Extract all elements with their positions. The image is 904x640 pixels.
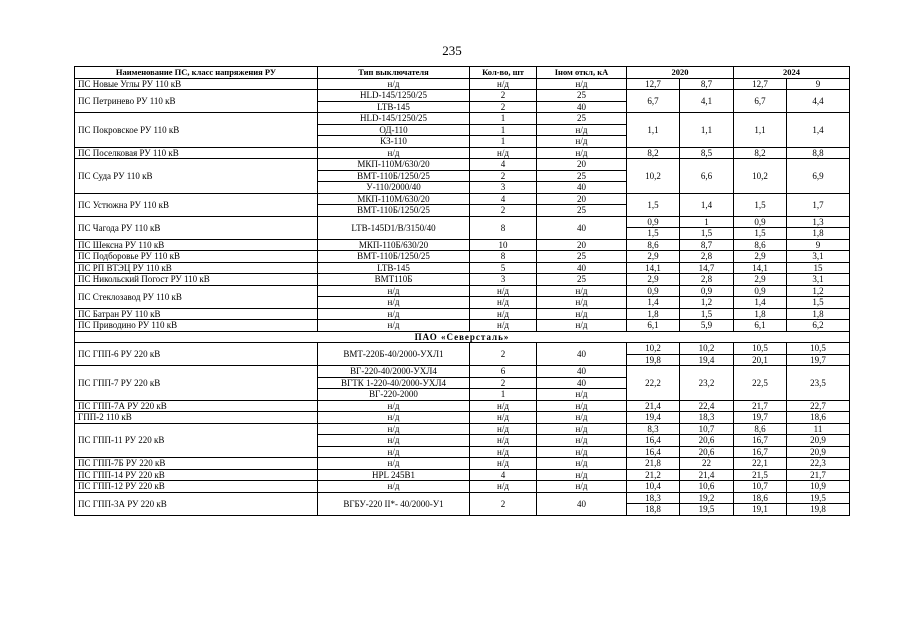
value-2024-a: 10,5 <box>734 343 787 355</box>
inom-cell: 25 <box>537 251 627 263</box>
inom-cell: 40 <box>537 366 627 378</box>
substation-name: ПС Стеклозавод РУ 110 кВ <box>75 285 318 308</box>
value-2020-b: 1,5 <box>680 228 734 240</box>
value-2020-b: 10,6 <box>680 481 734 493</box>
value-2020-b: 8,7 <box>680 239 734 251</box>
breaker-type-cell: ВГ-220-2000 <box>318 389 470 401</box>
value-2024-a: 1,4 <box>734 297 787 309</box>
value-2020-a: 8,2 <box>627 147 680 159</box>
count-cell: 4 <box>470 469 537 481</box>
value-2024-b: 18,6 <box>787 412 850 424</box>
count-cell: н/д <box>470 412 537 424</box>
inom-cell: н/д <box>537 481 627 493</box>
count-cell: 5 <box>470 262 537 274</box>
breaker-type-cell: ВГ-220-40/2000-УХЛ4 <box>318 366 470 378</box>
table-row <box>75 262 850 274</box>
value-2024-b: 20,9 <box>787 435 850 447</box>
table-row <box>75 458 850 470</box>
inom-cell: н/д <box>537 412 627 424</box>
inom-cell: н/д <box>537 435 627 447</box>
value-2024-b: 4,4 <box>787 90 850 113</box>
substation-name: ПС Шексна РУ 110 кВ <box>75 239 318 251</box>
value-2024-a: 1,1 <box>734 113 787 148</box>
inom-cell: н/д <box>537 458 627 470</box>
value-2024-a: 8,2 <box>734 147 787 159</box>
breaker-type-cell: ОД-110 <box>318 124 470 136</box>
count-cell: 2 <box>470 101 537 113</box>
value-2020-a: 12,7 <box>627 78 680 90</box>
substation-name: ПС Подборовье РУ 110 кВ <box>75 251 318 263</box>
substation-name: ПС ГПП-7А РУ 220 кВ <box>75 400 318 412</box>
breaker-type-cell: н/д <box>318 435 470 447</box>
value-2024-a: 0,9 <box>734 285 787 297</box>
inom-cell: н/д <box>537 285 627 297</box>
value-2024-a: 21,5 <box>734 469 787 481</box>
inom-cell: 25 <box>537 205 627 217</box>
inom-cell: 40 <box>537 101 627 113</box>
value-2024-b: 19,8 <box>787 504 850 516</box>
inom-cell: 25 <box>537 170 627 182</box>
value-2020-b: 8,5 <box>680 147 734 159</box>
value-2020-a: 19,4 <box>627 412 680 424</box>
count-cell: 4 <box>470 193 537 205</box>
count-cell: н/д <box>470 481 537 493</box>
count-cell: н/д <box>470 458 537 470</box>
inom-cell: 20 <box>537 159 627 171</box>
value-2020-a: 6,7 <box>627 90 680 113</box>
value-2020-a: 1,5 <box>627 193 680 216</box>
section-row <box>75 331 850 343</box>
substation-name: ПС ГПП-11 РУ 220 кВ <box>75 423 318 458</box>
inom-cell: 20 <box>537 239 627 251</box>
table-row <box>75 285 850 297</box>
table-row <box>75 423 850 435</box>
table-row <box>75 113 850 125</box>
value-2024-b: 3,1 <box>787 251 850 263</box>
value-2020-b: 21,4 <box>680 469 734 481</box>
value-2024-a: 2,9 <box>734 251 787 263</box>
breaker-type-cell: н/д <box>318 78 470 90</box>
count-cell: 2 <box>470 492 537 515</box>
value-2020-b: 8,7 <box>680 78 734 90</box>
value-2024-a: 2,9 <box>734 274 787 286</box>
table-row <box>75 274 850 286</box>
substation-name: ПС ГПП-12 РУ 220 кВ <box>75 481 318 493</box>
substation-name: ПС ГПП-14 РУ 220 кВ <box>75 469 318 481</box>
substation-name: ПС Никольский Погост РУ 110 кВ <box>75 274 318 286</box>
count-cell: 1 <box>470 389 537 401</box>
value-2020-a: 6,1 <box>627 320 680 332</box>
count-cell: н/д <box>470 320 537 332</box>
substation-name: ПС Петринево РУ 110 кВ <box>75 90 318 113</box>
count-cell: н/д <box>470 435 537 447</box>
value-2024-a: 8,6 <box>734 239 787 251</box>
value-2024-b: 23,5 <box>787 366 850 401</box>
value-2024-b: 11 <box>787 423 850 435</box>
value-2020-a: 0,9 <box>627 216 680 228</box>
value-2024-a: 18,6 <box>734 492 787 504</box>
header-year-2024: 2024 <box>734 67 850 79</box>
breaker-type-cell: ВМТ-110Б/1250/25 <box>318 251 470 263</box>
value-2020-a: 0,9 <box>627 285 680 297</box>
value-2024-a: 6,1 <box>734 320 787 332</box>
value-2020-a: 14,1 <box>627 262 680 274</box>
count-cell: н/д <box>470 308 537 320</box>
value-2020-a: 10,2 <box>627 343 680 355</box>
breaker-type-cell: КЗ-110 <box>318 136 470 148</box>
count-cell: 1 <box>470 124 537 136</box>
substation-name: ПС Покровское РУ 110 кВ <box>75 113 318 148</box>
substation-name: ПС Устюжна РУ 110 кВ <box>75 193 318 216</box>
substation-name: ПС ГПП-3А РУ 220 кВ <box>75 492 318 515</box>
breaker-type-cell: ВМТ-110Б/1250/25 <box>318 170 470 182</box>
breaker-type-cell: МКП-110М/630/20 <box>318 159 470 171</box>
substation-name: ПС Новые Углы РУ 110 кВ <box>75 78 318 90</box>
value-2020-a: 16,4 <box>627 435 680 447</box>
value-2024-b: 1,8 <box>787 228 850 240</box>
count-cell: 3 <box>470 182 537 194</box>
value-2020-b: 1,1 <box>680 113 734 148</box>
breaker-type-cell: н/д <box>318 308 470 320</box>
inom-cell: н/д <box>537 78 627 90</box>
table-row <box>75 90 850 102</box>
substation-name: ПС Поселковая РУ 110 кВ <box>75 147 318 159</box>
header-breaker-type: Тип выключателя <box>318 67 470 79</box>
value-2020-a: 22,2 <box>627 366 680 401</box>
value-2024-b: 1,3 <box>787 216 850 228</box>
breaker-type-cell: HLD-145/1250/25 <box>318 90 470 102</box>
value-2020-a: 1,5 <box>627 228 680 240</box>
value-2024-a: 22,1 <box>734 458 787 470</box>
inom-cell: н/д <box>537 423 627 435</box>
inom-cell: н/д <box>537 389 627 401</box>
value-2024-b: 22,3 <box>787 458 850 470</box>
breaker-type-cell: н/д <box>318 412 470 424</box>
value-2020-a: 18,8 <box>627 504 680 516</box>
inom-cell: 25 <box>537 90 627 102</box>
value-2024-b: 1,4 <box>787 113 850 148</box>
value-2020-b: 20,6 <box>680 435 734 447</box>
breaker-type-cell: н/д <box>318 400 470 412</box>
substation-name: ПС ГПП-6 РУ 220 кВ <box>75 343 318 366</box>
inom-cell: 40 <box>537 216 627 239</box>
inom-cell: 40 <box>537 492 627 515</box>
count-cell: 2 <box>470 90 537 102</box>
value-2020-b: 10,2 <box>680 343 734 355</box>
inom-cell: 25 <box>537 274 627 286</box>
substation-name: ПС Батран РУ 110 кВ <box>75 308 318 320</box>
value-2020-a: 18,3 <box>627 492 680 504</box>
count-cell: 2 <box>470 170 537 182</box>
table-row <box>75 78 850 90</box>
count-cell: 2 <box>470 205 537 217</box>
table-row <box>75 343 850 355</box>
value-2020-b: 2,8 <box>680 251 734 263</box>
substation-name: ПС Приводино РУ 110 кВ <box>75 320 318 332</box>
value-2024-a: 8,6 <box>734 423 787 435</box>
value-2024-b: 1,2 <box>787 285 850 297</box>
value-2024-b: 8,8 <box>787 147 850 159</box>
value-2020-b: 1,2 <box>680 297 734 309</box>
inom-cell: н/д <box>537 469 627 481</box>
inom-cell: н/д <box>537 147 627 159</box>
value-2020-b: 0,9 <box>680 285 734 297</box>
value-2024-b: 9 <box>787 239 850 251</box>
value-2020-b: 10,7 <box>680 423 734 435</box>
value-2024-a: 22,5 <box>734 366 787 401</box>
value-2024-b: 20,9 <box>787 446 850 458</box>
breaker-type-cell: ВМТ-220Б-40/2000-УХЛ1 <box>318 343 470 366</box>
value-2020-a: 10,4 <box>627 481 680 493</box>
inom-cell: 25 <box>537 113 627 125</box>
value-2020-a: 16,4 <box>627 446 680 458</box>
breaker-type-cell: HPL 245B1 <box>318 469 470 481</box>
value-2024-a: 10,7 <box>734 481 787 493</box>
value-2020-a: 2,9 <box>627 251 680 263</box>
value-2020-a: 1,8 <box>627 308 680 320</box>
count-cell: н/д <box>470 147 537 159</box>
value-2020-b: 19,5 <box>680 504 734 516</box>
substation-name: ПС ГПП-7 РУ 220 кВ <box>75 366 318 401</box>
table-row <box>75 320 850 332</box>
breaker-type-cell: н/д <box>318 446 470 458</box>
breaker-type-cell: У-110/2000/40 <box>318 182 470 194</box>
value-2024-a: 6,7 <box>734 90 787 113</box>
section-title: ПАО «Северсталь» <box>75 331 850 343</box>
inom-cell: н/д <box>537 400 627 412</box>
substation-name: ГПП-2 110 кВ <box>75 412 318 424</box>
value-2024-a: 16,7 <box>734 435 787 447</box>
breaker-type-cell: МКП-110Б/630/20 <box>318 239 470 251</box>
breaker-type-cell: ВМТ-110Б/1250/25 <box>318 205 470 217</box>
value-2020-a: 1,1 <box>627 113 680 148</box>
breaker-type-cell: LTB-145D1/B/3150/40 <box>318 216 470 239</box>
count-cell: н/д <box>470 78 537 90</box>
table-row <box>75 193 850 205</box>
breaker-type-cell: ВМТ110Б <box>318 274 470 286</box>
substation-name: ПС ГПП-7Б РУ 220 кВ <box>75 458 318 470</box>
breaker-type-cell: HLD-145/1250/25 <box>318 113 470 125</box>
value-2024-a: 21,7 <box>734 400 787 412</box>
header-row <box>75 67 850 79</box>
value-2020-a: 10,2 <box>627 159 680 194</box>
value-2020-b: 18,3 <box>680 412 734 424</box>
value-2020-b: 6,6 <box>680 159 734 194</box>
breaker-type-cell: LTB-145 <box>318 262 470 274</box>
header-inom: Iном откл, кА <box>537 67 627 79</box>
count-cell: 10 <box>470 239 537 251</box>
value-2024-b: 3,1 <box>787 274 850 286</box>
header-name: Наименование ПС, класс напряжения РУ <box>75 67 318 79</box>
value-2020-b: 14,7 <box>680 262 734 274</box>
table-body <box>75 78 850 515</box>
substation-name: ПС Суда РУ 110 кВ <box>75 159 318 194</box>
value-2024-b: 10,9 <box>787 481 850 493</box>
value-2020-b: 19,2 <box>680 492 734 504</box>
inom-cell: н/д <box>537 124 627 136</box>
breaker-type-cell: н/д <box>318 458 470 470</box>
inom-cell: н/д <box>537 308 627 320</box>
value-2024-a: 16,7 <box>734 446 787 458</box>
value-2024-b: 6,9 <box>787 159 850 194</box>
table-row <box>75 159 850 171</box>
value-2024-b: 9 <box>787 78 850 90</box>
value-2020-b: 22,4 <box>680 400 734 412</box>
value-2020-a: 21,2 <box>627 469 680 481</box>
page-number: 235 <box>442 43 462 58</box>
value-2020-a: 1,4 <box>627 297 680 309</box>
count-cell: 6 <box>470 366 537 378</box>
inom-cell: 20 <box>537 193 627 205</box>
count-cell: 8 <box>470 216 537 239</box>
table-row <box>75 492 850 504</box>
value-2024-b: 21,7 <box>787 469 850 481</box>
breaker-type-cell: н/д <box>318 147 470 159</box>
value-2020-b: 20,6 <box>680 446 734 458</box>
value-2024-b: 19,5 <box>787 492 850 504</box>
substation-table <box>74 66 850 516</box>
breaker-type-cell: н/д <box>318 320 470 332</box>
value-2024-a: 19,1 <box>734 504 787 516</box>
inom-cell: 40 <box>537 182 627 194</box>
count-cell: н/д <box>470 400 537 412</box>
inom-cell: 40 <box>537 377 627 389</box>
header-year-2020: 2020 <box>627 67 734 79</box>
table-row <box>75 239 850 251</box>
value-2024-a: 1,5 <box>734 193 787 216</box>
value-2024-b: 1,8 <box>787 308 850 320</box>
count-cell: н/д <box>470 423 537 435</box>
value-2024-a: 1,5 <box>734 228 787 240</box>
value-2024-b: 1,7 <box>787 193 850 216</box>
breaker-type-cell: н/д <box>318 285 470 297</box>
value-2020-a: 21,8 <box>627 458 680 470</box>
value-2020-b: 23,2 <box>680 366 734 401</box>
value-2020-b: 1 <box>680 216 734 228</box>
value-2020-a: 8,6 <box>627 239 680 251</box>
breaker-type-cell: МКП-110М/630/20 <box>318 193 470 205</box>
count-cell: 4 <box>470 159 537 171</box>
count-cell: 1 <box>470 113 537 125</box>
table-row <box>75 469 850 481</box>
breaker-type-cell: н/д <box>318 423 470 435</box>
inom-cell: н/д <box>537 446 627 458</box>
value-2020-a: 21,4 <box>627 400 680 412</box>
value-2024-a: 12,7 <box>734 78 787 90</box>
header-count: Кол-во, шт <box>470 67 537 79</box>
table-row <box>75 251 850 263</box>
count-cell: н/д <box>470 285 537 297</box>
count-cell: н/д <box>470 297 537 309</box>
value-2024-a: 20,1 <box>734 354 787 366</box>
substation-name: ПС Чагода РУ 110 кВ <box>75 216 318 239</box>
inom-cell: 40 <box>537 262 627 274</box>
count-cell: 1 <box>470 136 537 148</box>
value-2020-a: 8,3 <box>627 423 680 435</box>
count-cell: 2 <box>470 377 537 389</box>
value-2020-b: 5,9 <box>680 320 734 332</box>
value-2020-a: 2,9 <box>627 274 680 286</box>
inom-cell: н/д <box>537 297 627 309</box>
value-2024-b: 10,5 <box>787 343 850 355</box>
inom-cell: н/д <box>537 320 627 332</box>
value-2020-b: 4,1 <box>680 90 734 113</box>
value-2024-b: 1,5 <box>787 297 850 309</box>
table-row <box>75 400 850 412</box>
value-2020-b: 1,5 <box>680 308 734 320</box>
table-row <box>75 366 850 378</box>
value-2024-a: 1,8 <box>734 308 787 320</box>
value-2020-b: 2,8 <box>680 274 734 286</box>
value-2024-b: 22,7 <box>787 400 850 412</box>
value-2020-b: 19,4 <box>680 354 734 366</box>
inom-cell: н/д <box>537 136 627 148</box>
breaker-type-cell: ВГБУ-220 II*- 40/2000-У1 <box>318 492 470 515</box>
substation-name: ПС РП ВТЭЦ РУ 110 кВ <box>75 262 318 274</box>
breaker-type-cell: ВГТК 1-220-40/2000-УХЛ4 <box>318 377 470 389</box>
table-row <box>75 412 850 424</box>
value-2024-b: 19,7 <box>787 354 850 366</box>
table-row <box>75 216 850 228</box>
value-2024-b: 15 <box>787 262 850 274</box>
breaker-type-cell: LTB-145 <box>318 101 470 113</box>
count-cell: 8 <box>470 251 537 263</box>
breaker-type-cell: н/д <box>318 481 470 493</box>
count-cell: н/д <box>470 446 537 458</box>
value-2020-b: 1,4 <box>680 193 734 216</box>
value-2024-a: 14,1 <box>734 262 787 274</box>
count-cell: 2 <box>470 343 537 366</box>
value-2024-a: 10,2 <box>734 159 787 194</box>
table-row <box>75 481 850 493</box>
value-2020-a: 19,8 <box>627 354 680 366</box>
table-row <box>75 308 850 320</box>
inom-cell: 40 <box>537 343 627 366</box>
value-2024-b: 6,2 <box>787 320 850 332</box>
breaker-type-cell: н/д <box>318 297 470 309</box>
value-2024-a: 0,9 <box>734 216 787 228</box>
table-row <box>75 147 850 159</box>
value-2020-b: 22 <box>680 458 734 470</box>
count-cell: 3 <box>470 274 537 286</box>
value-2024-a: 19,7 <box>734 412 787 424</box>
